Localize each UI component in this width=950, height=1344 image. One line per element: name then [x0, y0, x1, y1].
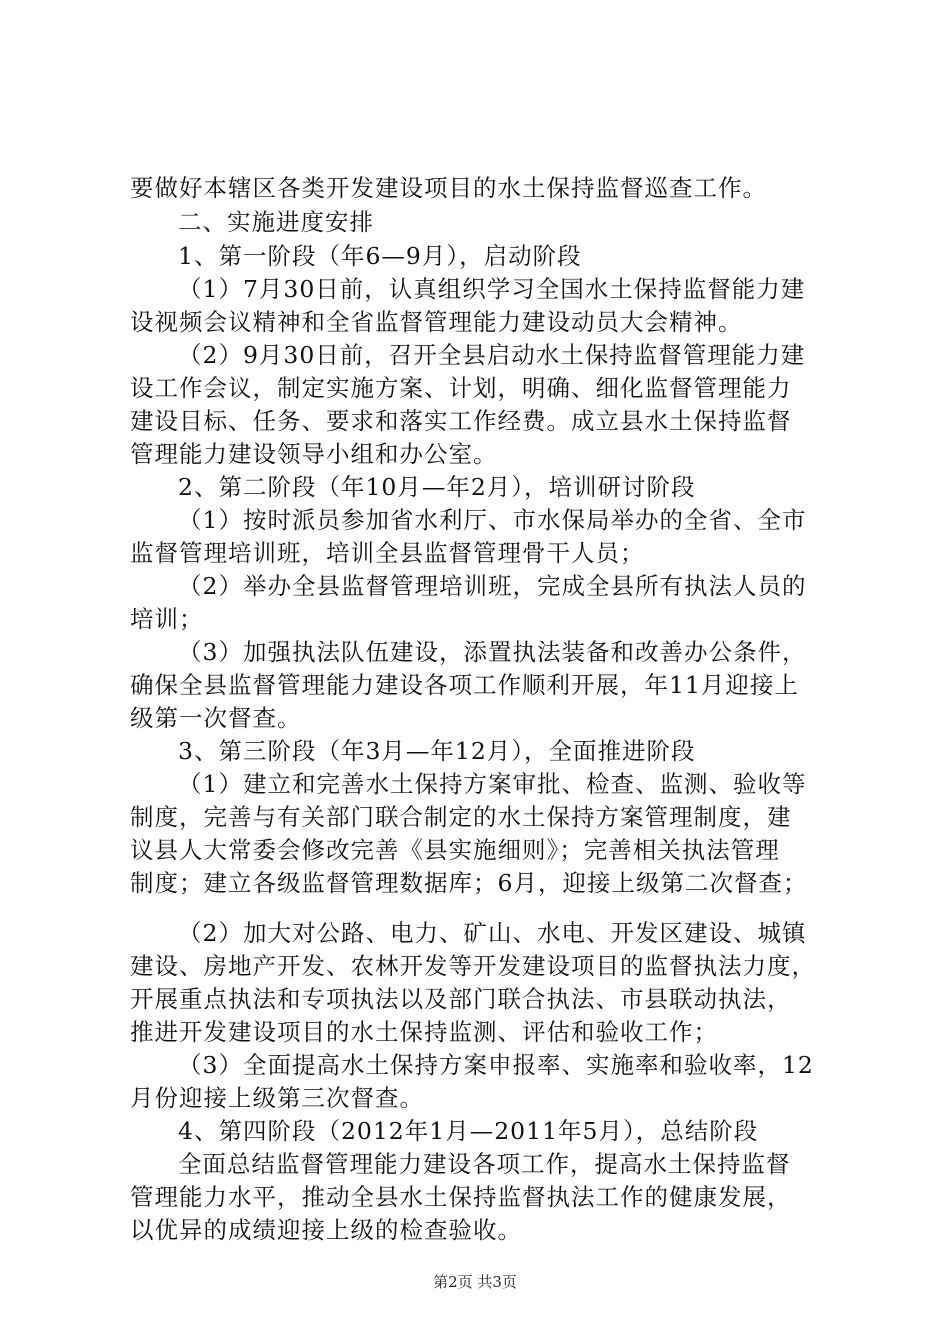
body-line-32: 以优异的成绩迎接上级的检查验收。 [130, 1216, 522, 1244]
stage-heading-1: 1、第一阶段（年6—9月），启动阶段 [178, 242, 582, 270]
body-line-24: 建设、房地产开发、农林开发等开发建设项目的监督执法力度， [130, 952, 816, 980]
body-line-14: 培训； [130, 605, 204, 633]
body-line-9: 管理能力建设领导小组和办公室。 [130, 440, 498, 468]
body-line-17: 级第一次督查。 [130, 704, 302, 732]
body-line-21: 议县人大常委会修改完善《县实施细则》；完善相关执法管理 [130, 836, 780, 864]
body-line-13: （2）举办全县监督管理培训班，完成全县所有执法人员的 [178, 572, 807, 600]
body-line-6: （2）9月30日前，召开全县启动水土保持监督管理能力建 [178, 341, 806, 369]
body-line-27: （3）全面提高水土保持方案申报率、实施率和验收率，12 [178, 1051, 814, 1079]
body-line-30: 全面总结监督管理能力建设各项工作，提高水土保持监督 [178, 1150, 791, 1178]
body-line-28: 月份迎接上级第三次督查。 [130, 1084, 424, 1112]
body-line-1: 要做好本辖区各类开发建设项目的水土保持监督巡查工作。 [130, 174, 767, 202]
stage-heading-3: 3、第三阶段（年3月—年12月），全面推进阶段 [178, 737, 696, 765]
body-line-19: （1）建立和完善水土保持方案审批、检查、监测、验收等 [178, 770, 807, 798]
stage-heading-2: 2、第二阶段（年10月—年2月），培训研讨阶段 [178, 473, 696, 501]
page-footer: 第2页 共3页 [433, 1273, 517, 1291]
body-line-22: 制度；建立各级监督管理数据库；6月，迎接上级第二次督查； [130, 869, 808, 897]
body-line-25: 开展重点执法和专项执法以及部门联合执法、市县联动执法， [130, 985, 792, 1013]
body-line-4: （1）7月30日前，认真组织学习全国水土保持监督能力建 [178, 275, 806, 303]
body-line-16: 确保全县监督管理能力建设各项工作顺利开展，年11月迎接上 [130, 671, 799, 699]
body-line-26: 推进开发建设项目的水土保持监测、评估和验收工作； [130, 1018, 718, 1046]
body-line-8: 建设目标、任务、要求和落实工作经费。成立县水土保持监督 [130, 407, 792, 435]
body-line-11: （1）按时派员参加省水利厅、市水保局举办的全省、全市 [178, 506, 807, 534]
stage-heading-4: 4、第四阶段（2012年1月—2011年5月），总结阶段 [178, 1117, 759, 1145]
body-line-20: 制度，完善与有关部门联合制定的水土保持方案管理制度，建 [130, 803, 792, 831]
body-line-31: 管理能力水平，推动全县水土保持监督执法工作的健康发展， [130, 1183, 792, 1211]
body-line-15: （3）加强执法队伍建设，添置执法装备和改善办公条件， [178, 638, 807, 666]
section-heading: 二、实施进度安排 [178, 208, 374, 236]
body-line-5: 设视频会议精神和全省监督管理能力建设动员大会精神。 [130, 308, 743, 336]
body-line-23: （2）加大对公路、电力、矿山、水电、开发区建设、城镇 [178, 919, 807, 947]
body-line-12: 监督管理培训班，培训全县监督管理骨干人员； [130, 539, 645, 567]
body-line-7: 设工作会议，制定实施方案、计划，明确、细化监督管理能力 [130, 374, 792, 402]
